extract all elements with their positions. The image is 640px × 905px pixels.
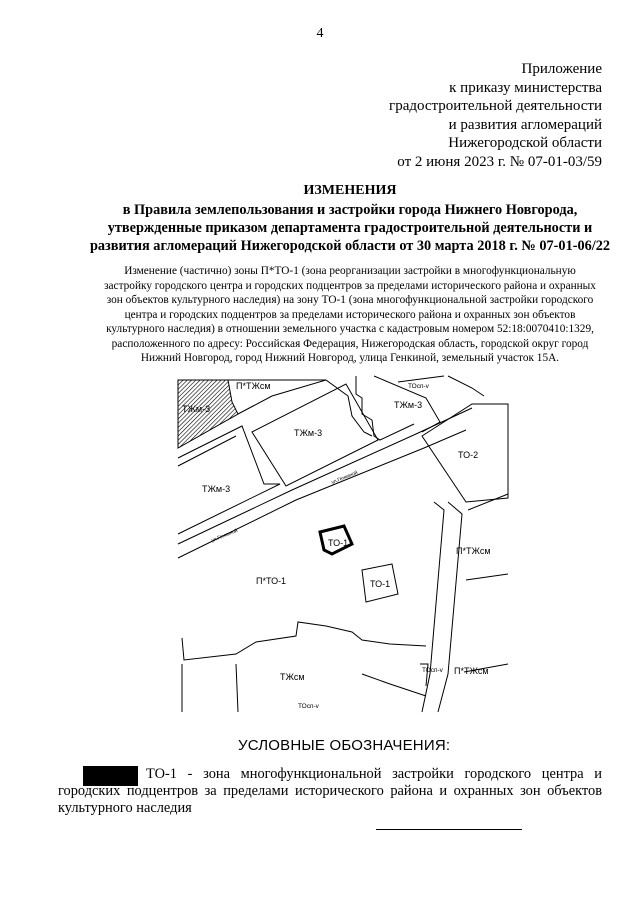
street-label: ул.Генкиной (330, 469, 359, 486)
legend-title: УСЛОВНЫЕ ОБОЗНАЧЕНИЯ: (238, 737, 451, 754)
end-separator-line (376, 829, 522, 830)
zone-label: ТОсп-v (408, 383, 429, 390)
description-line: культурного наследия) в отношении земельного участка с кадастровым номером 52:18:0070410:1329, (106, 323, 594, 335)
document-title: ИЗМЕНЕНИЯ (303, 183, 397, 198)
zone-label: П*ТЖсм (236, 381, 271, 391)
description-line: расположенного по адресу: Российская Федерация, Нижегородская область, городской округ город (111, 337, 589, 350)
description-line: зон объектов культурного наследия) на зону ТО-1 (зона многофункциональной застройки городского (106, 294, 594, 306)
zone-label: П*ТО-1 (256, 576, 287, 586)
zone-label: ТЖм-3 (294, 428, 323, 438)
zone-label: ТОсп-v (298, 703, 319, 710)
block-boundary (182, 622, 426, 660)
block-boundary (236, 664, 238, 712)
zoning-map (176, 374, 510, 714)
zone-label: ТЖм-3 (182, 404, 211, 414)
appendix-line: и развития агломераций (448, 116, 602, 133)
block-boundary (468, 494, 508, 510)
appendix-block (389, 60, 602, 172)
street-label: ул.Генкиной (210, 527, 239, 544)
appendix-line: к приказу министерства (449, 79, 602, 96)
zone-label: ТО-2 (458, 450, 479, 460)
zone-label: ТОсп-v (422, 667, 443, 674)
appendix-line: Приложение (521, 61, 602, 77)
subtitle-line: в Правила землепользования и застройки города Нижнего Новгорода, (122, 202, 578, 218)
zone-label: ТО-1 (328, 538, 349, 548)
document-subtitle (60, 201, 640, 255)
block-boundary (362, 674, 426, 696)
street-edge (422, 502, 444, 712)
description-line: Изменение (частично) зоны П*ТО-1 (зона реорганизации застройки в многофункциональную (124, 265, 576, 277)
appendix-line: градостроительной деятельности (389, 98, 602, 115)
appendix-date-line: от 2 июня 2023 г. № 07-01-03/59 (397, 153, 602, 170)
subtitle-line: утвержденные приказом департамента градостроительной деятельности и (107, 220, 593, 236)
appendix-line: Нижегородской области (448, 135, 602, 152)
block-boundary (448, 376, 484, 396)
street-edge (178, 426, 280, 534)
zone-label: ТЖсм (280, 672, 305, 682)
description-line: центра и городских подцентров за пределами исторического района и охранных зон объектов (124, 308, 576, 321)
zone-label: П*ТЖсм (454, 666, 489, 676)
hatched-zone-tzhm3 (178, 380, 238, 448)
legend-item-text: ТО-1 - зона многофункциональной застройки городского центра и городских подцентров за пределами исторического района и охранных зон объектов культурного наследия (58, 766, 602, 817)
zone-label: П*ТЖсм (456, 546, 491, 556)
page-number: 4 (316, 26, 324, 41)
block-boundary (398, 376, 444, 382)
change-description (60, 264, 640, 366)
description-line: Нижний Новгород, город Нижний Новгород, улица Генкиной, земельный участок 15А. (140, 352, 560, 364)
subtitle-line: развития агломераций Нижегородской области от 30 марта 2018 г. № 07-01-06/22 (89, 238, 611, 254)
description-line: застройку городского центра и городских подцентров за пределами исторического района и охранных (104, 279, 596, 292)
street-genkinoy (178, 408, 472, 544)
zone-label: ТЖм-3 (394, 400, 423, 410)
zone-label: ТЖм-3 (202, 484, 231, 494)
block-boundary (466, 574, 508, 580)
zone-label: ТО-1 (370, 579, 391, 589)
